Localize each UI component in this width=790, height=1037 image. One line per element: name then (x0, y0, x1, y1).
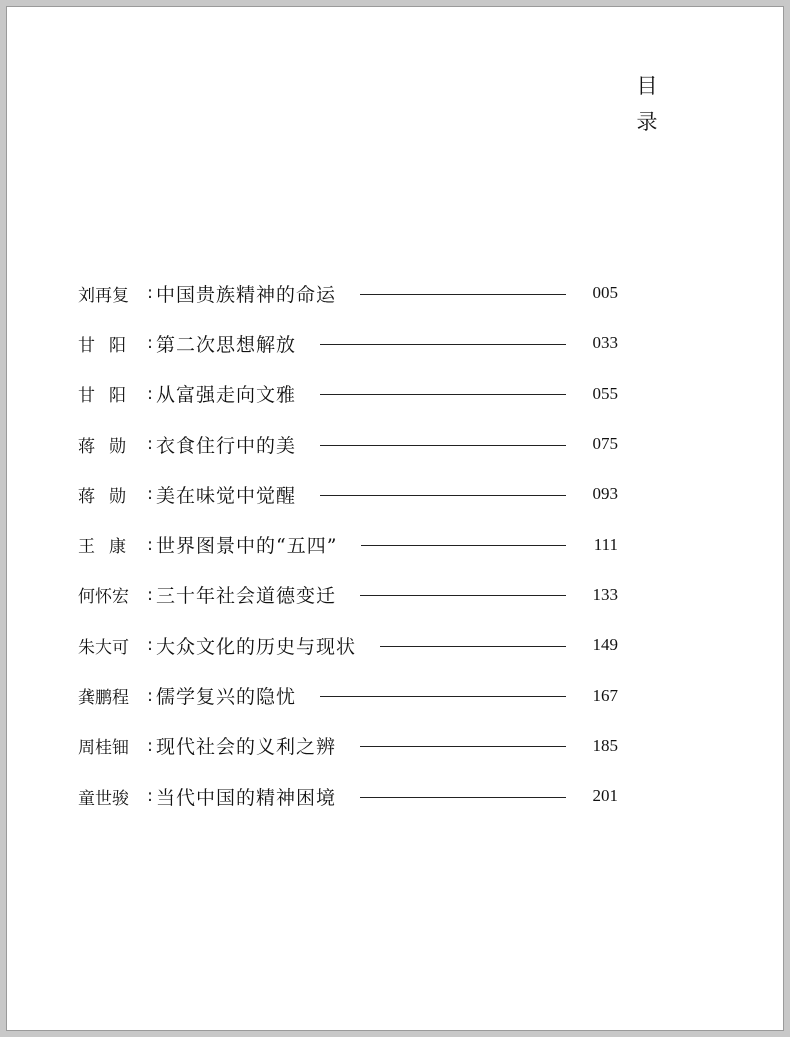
toc-entry[interactable] (78, 771, 618, 821)
toc-leader-line (360, 595, 566, 596)
toc-heading-char-1: 目 (636, 74, 658, 98)
toc-list (78, 268, 618, 821)
toc-leader-line (361, 545, 566, 546)
toc-entry[interactable] (78, 570, 618, 620)
toc-title: 世界图景中的“五四” (156, 535, 338, 558)
toc-entry[interactable] (78, 469, 618, 519)
toc-leader-line (380, 646, 566, 647)
toc-heading-char-2: 录 (636, 110, 658, 134)
toc-colon: : (147, 383, 153, 404)
toc-title: 当代中国的精神困境 (156, 786, 337, 809)
toc-heading (632, 68, 662, 140)
toc-author: 何怀宏 (78, 587, 129, 608)
toc-colon: : (147, 484, 153, 505)
toc-entry[interactable] (78, 318, 618, 368)
toc-page-number: 075 (592, 434, 618, 454)
toc-title: 儒学复兴的隐忧 (156, 686, 297, 709)
toc-page-number: 149 (592, 635, 618, 655)
toc-colon: : (147, 735, 153, 756)
toc-title: 美在味觉中觉醒 (156, 484, 297, 507)
toc-entry[interactable] (78, 369, 618, 419)
toc-entry[interactable] (78, 419, 618, 469)
toc-page-number: 185 (592, 735, 618, 755)
toc-author: 王康 (78, 537, 140, 558)
toc-title: 现代社会的义利之辨 (156, 736, 337, 759)
toc-leader-line (320, 394, 566, 395)
toc-colon: : (147, 434, 153, 455)
toc-colon: : (147, 786, 153, 807)
toc-colon: : (147, 584, 153, 605)
toc-author: 蒋勋 (78, 486, 140, 507)
toc-author: 童世骏 (78, 788, 129, 809)
toc-page-number: 167 (592, 685, 618, 705)
toc-author: 朱大可 (78, 637, 129, 658)
toc-leader-line (360, 797, 566, 798)
toc-entry[interactable] (78, 620, 618, 670)
toc-author: 周桂钿 (78, 738, 129, 759)
toc-leader-line (360, 746, 566, 747)
toc-page-number: 055 (592, 383, 618, 403)
toc-page-number: 093 (592, 484, 618, 504)
toc-leader-line (320, 696, 566, 697)
toc-colon: : (147, 685, 153, 706)
toc-page-number: 005 (592, 283, 618, 303)
toc-entry[interactable] (78, 721, 618, 771)
toc-page-number: 201 (592, 786, 618, 806)
toc-title: 从富强走向文雅 (156, 384, 297, 407)
toc-title: 三十年社会道德变迁 (156, 585, 337, 608)
toc-author: 甘阳 (78, 335, 140, 356)
toc-author: 龚鹏程 (78, 688, 129, 709)
toc-leader-line (320, 495, 566, 496)
toc-colon: : (147, 635, 153, 656)
toc-title: 大众文化的历史与现状 (156, 635, 357, 658)
toc-title: 中国贵族精神的命运 (156, 283, 337, 306)
toc-colon: : (147, 534, 153, 555)
toc-title: 第二次思想解放 (156, 333, 297, 356)
toc-leader-line (320, 344, 566, 345)
toc-leader-line (320, 445, 566, 446)
toc-entry[interactable] (78, 268, 618, 318)
toc-colon: : (147, 333, 153, 354)
toc-author: 蒋勋 (78, 436, 140, 457)
toc-page-number: 133 (592, 584, 618, 604)
toc-entry[interactable] (78, 519, 618, 569)
toc-author: 甘阳 (78, 386, 140, 407)
toc-title: 衣食住行中的美 (156, 434, 297, 457)
toc-author: 刘再复 (78, 285, 129, 306)
toc-colon: : (147, 283, 153, 304)
toc-page-number: 111 (593, 534, 618, 554)
toc-page-number: 033 (592, 333, 618, 353)
toc-leader-line (360, 294, 566, 295)
toc-entry[interactable] (78, 670, 618, 720)
